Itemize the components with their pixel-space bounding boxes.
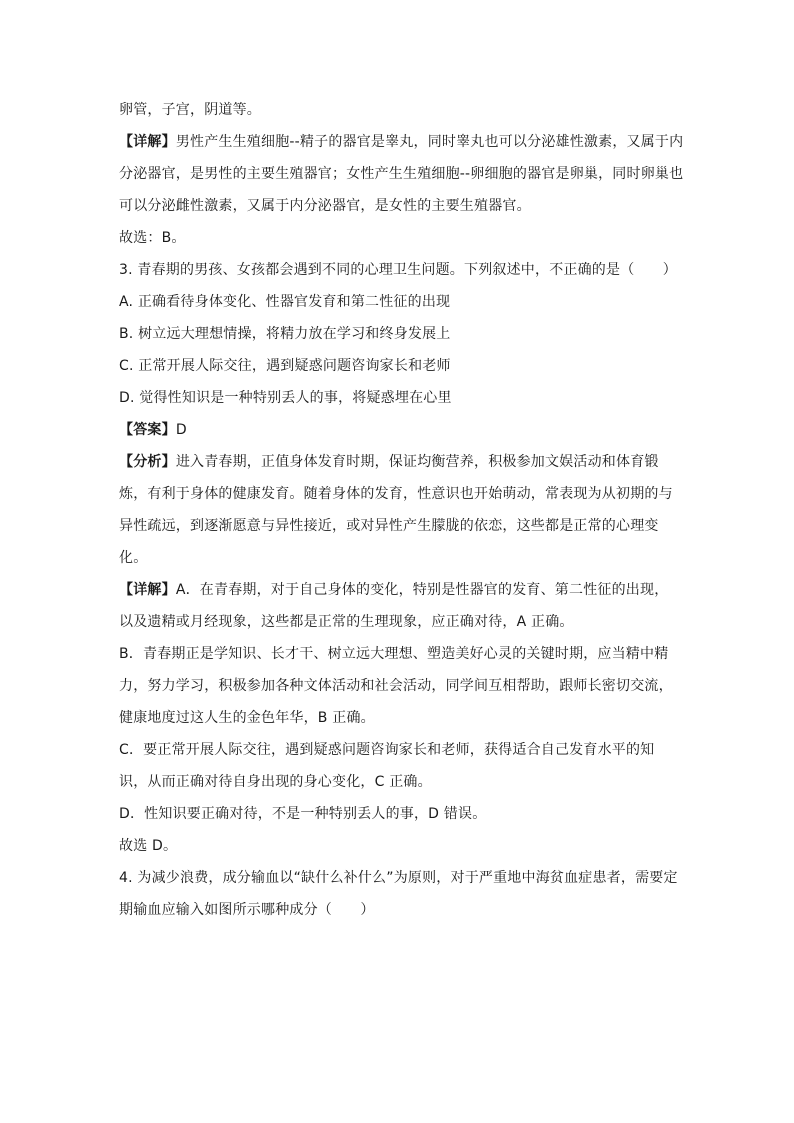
detail-line-7: 识，从而正确对待自身出现的身心变化，C 正确。 xyxy=(119,774,432,790)
answer-line: 【答案】D xyxy=(119,422,187,438)
option-a: A. 正确看待身体变化、性器官发育和第二性征的出现 xyxy=(119,294,451,310)
text-line-1: 卵管，子宫，阴道等。 xyxy=(119,102,261,118)
text-line-4: 可以分泌雌性激素，又属于内分泌器官，是女性的主要生殖器官。 xyxy=(119,198,531,214)
text-line-5: 故选：B。 xyxy=(119,230,186,246)
detail-line-2: 以及遗精或月经现象，这些都是正常的生理现象，应正确对待，A 正确。 xyxy=(119,614,574,630)
analysis-line-2: 炼，有利于身体的健康发育。随着身体的发育，性意识也开始萌动，常表现为从初期的与 xyxy=(119,486,673,502)
text-line-3: 分泌器官，是男性的主要生殖器官；女性产生生殖细胞--卵细胞的器官是卵巢，同时卵巢也 xyxy=(119,166,684,182)
option-c: C. 正常开展人际交往，遇到疑惑问题咨询家长和老师 xyxy=(119,358,451,374)
analysis-line-1: 【分析】进入青春期，正值身体发育时期，保证均衡营养，积极参加文娱活动和体育锻 xyxy=(119,454,659,470)
option-b: B. 树立远大理想情操，将精力放在学习和终身发展上 xyxy=(119,326,451,342)
detail-line-5: 健康地度过这人生的金色年华，B 正确。 xyxy=(119,710,375,726)
detail-line-3: B．青春期正是学知识、长才干、树立远大理想、塑造美好心灵的关键时期，应当精中精 xyxy=(119,646,669,662)
analysis-line-4: 化。 xyxy=(119,550,148,566)
detail-line-6: C．要正常开展人际交往，遇到疑惑问题咨询家长和老师，获得适合自己发育水平的知 xyxy=(119,742,655,758)
section-tag: 【详解】 xyxy=(119,582,176,598)
detail-line-8: D．性知识要正确对待，不是一种特别丢人的事，D 错误。 xyxy=(119,806,487,822)
option-d: D. 觉得性知识是一种特别丢人的事，将疑惑埋在心里 xyxy=(119,390,452,406)
section-tag: 【详解】 xyxy=(119,134,176,150)
section-tag: 【答案】 xyxy=(119,422,176,438)
section-tag: 【分析】 xyxy=(119,454,176,470)
question-3-stem: 3. 青春期的男孩、女孩都会遇到不同的心理卫生问题。下列叙述中，不正确的是（ ） xyxy=(119,262,678,278)
question-4-stem-1: 4. 为减少浪费，成分输血以“缺什么补什么”为原则，对于严重地中海贫血症患者，需要定 xyxy=(119,870,678,886)
analysis-line-3: 异性疏远，到逐渐愿意与异性接近，或对异性产生朦胧的依恋，这些都是正常的心理变 xyxy=(119,518,659,534)
conclusion-line: 故选 D。 xyxy=(119,838,178,854)
text-line-2: 【详解】男性产生生殖细胞--精子的器官是睾丸，同时睾丸也可以分泌雄性激素，又属于内 xyxy=(119,134,684,150)
detail-line-4: 力，努力学习，积极参加各种文体活动和社会活动，同学间互相帮助，跟师长密切交流， xyxy=(119,678,673,694)
question-4-stem-2: 期输血应输入如图所示哪种成分（ ） xyxy=(119,902,375,918)
detail-line-1: 【详解】A．在青春期，对于自己身体的变化，特别是性器官的发育、第二性征的出现， xyxy=(119,582,669,598)
